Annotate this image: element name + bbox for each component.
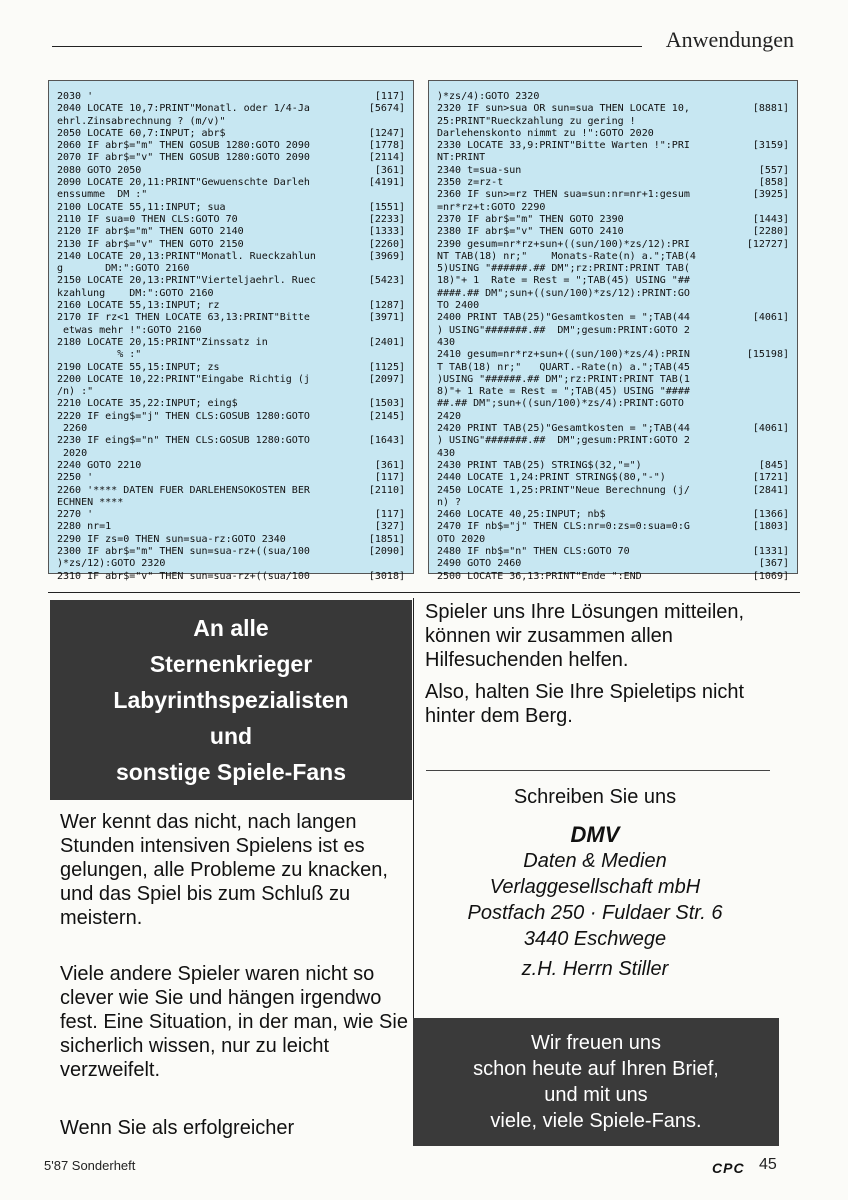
ad-heading-line: Sternenkrieger [149,651,313,677]
code-line [437,165,789,177]
code-text: 2280 nr=1 [57,521,112,533]
section-title: Anwendungen [665,27,794,52]
code-text: 2230 IF eing$="n" THEN CLS:GOSUB 1280:GOTO [57,435,310,447]
code-checksum [785,448,789,460]
code-line [437,202,789,214]
code-text: 2360 IF sun>=rz THEN sua=sun:nr=nr+1:gesum [437,189,690,201]
code-checksum: [3971] [368,312,405,324]
code-text: 2320 IF sun>sua OR sun=sua THEN LOCATE 10, [437,103,690,115]
code-text: 2490 GOTO 2460 [437,558,522,570]
code-checksum: [8881] [752,103,789,115]
code-line [437,91,789,103]
code-line [57,534,405,546]
code-checksum [785,251,789,263]
code-text: 2140 LOCATE 20,13:PRINT"Monatl. Rueckzahlun [57,250,316,262]
code-line [437,398,789,410]
code-checksum [401,349,405,361]
code-checksum: [5674] [368,103,405,115]
code-text: 2120 IF abr$="m" THEN GOTO 2140 [57,226,244,238]
code-text: 2310 IF abr$="v" THEN sun=sua-rz+((sua/100 [57,570,310,582]
right-paragraph: Also, halten Sie Ihre Spieletips nicht hinter dem Berg. [425,681,745,727]
code-listing-right [428,80,798,582]
code-checksum: [845] [758,459,789,471]
contact-lead: Schreiben Sie uns [513,786,677,808]
code-checksum [785,398,789,410]
code-checksum: [2145] [368,410,405,422]
code-line [57,362,405,374]
ad-heading-line: An alle [193,615,269,641]
code-checksum: [557] [758,164,789,176]
code-checksum: [3925] [752,189,789,201]
code-line [437,251,789,263]
magazine-logo: CPC [712,1160,745,1176]
code-checksum: [1333] [368,226,405,238]
code-line [437,374,789,386]
header-rule [52,46,642,47]
code-text: 2260 [57,423,88,435]
code-line [57,374,405,386]
code-text: ehrl.Zinsabrechnung ? (m/v)" [57,115,226,127]
code-text: 2040 LOCATE 10,7:PRINT"Monatl. oder 1/4-Ja [57,103,310,115]
page-number: 45 [759,1156,777,1173]
code-text: etwas mehr !":GOTO 2160 [57,324,202,336]
ad-paragraph: Wer kennt das nicht, nach langen Stunden intensiven Spielens ist es gelungen, alle Probleme zu knacken, und das Spiel bis zum Schluß zu meistern. [60,811,388,929]
code-text: ECHNEN **** [57,496,124,508]
code-text: enssumme DM :" [57,189,148,201]
code-line [437,448,789,460]
code-checksum [785,128,789,140]
code-checksum: [4191] [368,177,405,189]
issue-label: 5'87 Sonderheft [44,1158,136,1173]
code-checksum: [2260] [368,238,405,250]
code-line [437,325,789,337]
code-checksum: [1287] [368,300,405,312]
code-text: 430 [437,336,456,348]
code-line [437,239,789,251]
code-line [57,472,405,484]
code-checksum: [117] [374,472,405,484]
code-line [57,337,405,349]
code-checksum: [2280] [752,226,789,238]
code-checksum: [3159] [752,140,789,152]
code-text: 2430 PRINT TAB(25) STRING$(32,"=") [437,459,642,471]
code-text: 25:PRINT"Rueckzahlung zu gering ! [437,115,636,127]
code-checksum [401,116,405,128]
code-checksum [785,386,789,398]
code-line [57,214,405,226]
code-checksum [785,411,789,423]
code-line [57,509,405,521]
code-text: 2130 IF abr$="v" THEN GOTO 2150 [57,238,244,250]
code-text: g DM:":GOTO 2160 [57,263,190,275]
code-line [57,571,405,583]
code-text: ##.## DM";sun+((sun/100)*zs/4):PRINT:GOTO [437,398,684,410]
code-checksum: [1778] [368,140,405,152]
code-text: 2340 t=sua-sun [437,164,522,176]
code-checksum: [3018] [368,570,405,582]
code-text: 2030 ' [57,91,94,102]
code-text: 2110 IF sua=0 THEN CLS:GOTO 70 [57,213,238,225]
code-text: 2350 z=rz-t [437,177,504,189]
code-text: 2390 gesum=nr*rz+sun+((sun/100)*zs/12):PRI [437,238,690,250]
code-text: 2100 LOCATE 55,11:INPUT; sua [57,201,226,213]
code-text: )*zs/12):GOTO 2320 [57,558,166,570]
code-text: 2210 LOCATE 35,22:INPUT; eing$ [57,398,238,410]
code-checksum [401,325,405,337]
code-checksum: [2110] [368,484,405,496]
code-checksum [401,288,405,300]
code-line [57,288,405,300]
ad-paragraph: Viele andere Spieler waren nicht so clever wie Sie und hängen irgendwo fest. Eine Situation, in der man, wie Sie sicherlich wissen, nur zu leicht verzweifelt. [60,963,408,1081]
code-checksum [401,497,405,509]
code-text: 430 [437,447,456,459]
code-line [57,275,405,287]
ad-heading-line: Labyrinthspezialisten [113,687,349,713]
code-text: 2200 LOCATE 10,22:PRINT"Eingabe Richtig (j [57,373,310,385]
code-line [437,116,789,128]
code-line [57,485,405,497]
code-line [57,349,405,361]
code-text: 2260 '**** DATEN FUER DARLEHENSOKOSTEN BER [57,484,310,496]
code-text: 2370 IF abr$="m" THEN GOTO 2390 [437,213,624,225]
code-line [57,165,405,177]
code-text: 2150 LOCATE 20,13:PRINT"Vierteljaehrl. Ruec [57,275,316,287]
code-line [437,128,789,140]
code-text: OTO 2020 [437,533,486,545]
code-text: 2400 PRINT TAB(25)"Gesamtkosten = ";TAB(44 [437,312,690,324]
code-line [437,509,789,521]
code-checksum: [1443] [752,213,789,225]
code-checksum [785,435,789,447]
code-checksum: [2114] [368,152,405,164]
address-line: Postfach 250 · Fuldaer Str. 6 [467,902,723,924]
code-checksum: [117] [374,509,405,521]
closing-line: viele, viele Spiele-Fans. [490,1110,702,1132]
code-line [57,128,405,140]
code-checksum [785,362,789,374]
code-checksum: [4061] [752,423,789,435]
code-line [57,312,405,324]
code-checksum: [1331] [752,545,789,557]
code-line [57,177,405,189]
code-line [437,349,789,361]
code-checksum [785,374,789,386]
code-text: TO 2400 [437,300,480,312]
code-line [57,558,405,570]
code-line [57,546,405,558]
code-line [57,251,405,263]
code-text: 8)"+ 1 Rate = Rest = ";TAB(45) USING "#### [437,386,690,398]
code-text: n) ? [437,496,462,508]
closing-line: Wir freuen uns [530,1032,662,1054]
code-text: T TAB(18) nr;" QUART.-Rate(n) a.";TAB(45 [437,361,690,373]
ad-paragraph: Wenn Sie als erfolgreicher [60,1117,295,1139]
code-line [437,558,789,570]
code-line [57,325,405,337]
code-checksum: [1851] [368,533,405,545]
code-line [57,226,405,238]
code-line [57,460,405,472]
code-checksum: [361] [374,459,405,471]
code-checksum: [1247] [368,127,405,139]
code-text: ####.## DM";sun+((sun/100)*zs/12):PRINT:GO [437,287,690,299]
closing-line: schon heute auf Ihren Brief, [473,1058,719,1080]
code-line [57,91,405,103]
code-line [57,263,405,275]
code-checksum: [2090] [368,545,405,557]
code-checksum: [1503] [368,398,405,410]
code-checksum: [12727] [746,238,789,250]
code-text: NT:PRINT [437,152,486,164]
code-line [57,103,405,115]
code-line [437,546,789,558]
code-line [57,202,405,214]
code-checksum [785,152,789,164]
code-checksum [401,189,405,201]
code-listing-left [48,80,414,582]
code-text: 2410 gesum=nr*rz+sun+((sun/100)*zs/4):PRIN [437,349,690,361]
code-checksum [785,275,789,287]
address-line: z.H. Herrn Stiller [521,958,669,980]
code-line [437,472,789,484]
code-text: 2160 LOCATE 55,13:INPUT; rz [57,300,220,312]
code-line [437,140,789,152]
code-checksum: [5423] [368,275,405,287]
code-line [57,521,405,533]
code-text: 2220 IF eing$="j" THEN CLS:GOSUB 1280:GOTO [57,410,310,422]
code-text: 2250 ' [57,472,94,484]
address-line: Daten & Medien [523,850,667,872]
code-checksum: [1125] [368,361,405,373]
code-checksum [785,91,789,103]
code-line [437,386,789,398]
code-line [57,435,405,447]
code-text: % :" [57,349,142,361]
code-text: 2470 IF nb$="j" THEN CLS:nr=0:zs=0:sua=0:G [437,521,690,533]
code-checksum: [3969] [368,250,405,262]
code-text: =nr*rz+t:GOTO 2290 [437,201,546,213]
contact-divider [426,770,770,771]
code-text: 18)"+ 1 Rate = Rest = ";TAB(45) USING "## [437,275,690,287]
code-checksum: [361] [374,164,405,176]
code-text: 2420 PRINT TAB(25)"Gesamtkosten = ";TAB(44 [437,423,690,435]
code-text: NT TAB(18) nr;" Monats-Rate(n) a.";TAB(4 [437,250,696,262]
code-text: 2090 LOCATE 20,11:PRINT"Gewuenschte Darleh [57,177,310,189]
code-line [437,300,789,312]
code-line [57,448,405,460]
code-line [57,411,405,423]
code-line [57,300,405,312]
code-text: 2440 LOCATE 1,24:PRINT STRING$(80,"-") [437,472,666,484]
code-text: Darlehenskonto nimmt zu !":GOTO 2020 [437,127,654,139]
code-line [437,497,789,509]
code-line [57,398,405,410]
code-checksum: [1069] [752,570,789,582]
code-text: )USING "######.## DM";rz:PRINT:PRINT TAB(1 [437,373,690,385]
code-checksum: [1803] [752,521,789,533]
code-text: 2330 LOCATE 33,9:PRINT"Bitte Warten !":PRI [437,140,690,152]
code-line [437,275,789,287]
code-checksum [785,337,789,349]
code-checksum: [2401] [368,336,405,348]
code-line [437,189,789,201]
code-text: 2170 IF rz<1 THEN LOCATE 63,13:PRINT"Bitte [57,312,310,324]
code-line [437,411,789,423]
code-text: ) USING"#######.## DM";gesum:PRINT:GOTO 2 [437,324,690,336]
code-checksum [785,116,789,128]
code-checksum: [1643] [368,435,405,447]
code-checksum: [15198] [746,349,789,361]
code-text: 2460 LOCATE 40,25:INPUT; nb$ [437,509,606,521]
code-checksum: [2233] [368,213,405,225]
code-checksum [401,386,405,398]
ad-heading-line: und [209,723,253,749]
code-line [57,423,405,435]
code-line [437,460,789,472]
code-checksum [785,325,789,337]
code-text: 2080 GOTO 2050 [57,164,142,176]
code-text: 2450 LOCATE 1,25:PRINT"Neue Berechnung (j/ [437,484,690,496]
code-checksum: [1551] [368,201,405,213]
code-text: 2060 IF abr$="m" THEN GOSUB 1280:GOTO 2090 [57,140,310,152]
code-checksum: [1721] [752,472,789,484]
code-line [437,263,789,275]
code-line [437,288,789,300]
code-checksum [785,288,789,300]
code-text: 2050 LOCATE 60,7:INPUT; abr$ [57,127,226,139]
code-text: 2290 IF zs=0 THEN sun=sua-rz:GOTO 2340 [57,533,286,545]
code-text: 2190 LOCATE 55,15:INPUT; zs [57,361,220,373]
code-line [437,312,789,324]
code-text: )*zs/4):GOTO 2320 [437,91,540,102]
code-line [437,534,789,546]
code-line [57,116,405,128]
right-paragraph: Spieler uns Ihre Lösungen mitteilen, können wir zusammen allen Hilfesuchenden helfen. [425,601,745,671]
code-text: 2380 IF abr$="v" THEN GOTO 2410 [437,226,624,238]
code-text: 2420 [437,410,462,422]
code-line [437,521,789,533]
code-checksum: [327] [374,521,405,533]
code-text: 2500 LOCATE 36,13:PRINT"Ende ":END [437,570,642,582]
code-line [437,103,789,115]
ad-heading-line: sonstige Spiele-Fans [115,759,347,785]
code-line [57,189,405,201]
code-checksum: [2097] [368,373,405,385]
code-text: 2300 IF abr$="m" THEN sun=sua-rz+((sua/100 [57,545,310,557]
code-line [57,239,405,251]
code-text: kzahlung DM:":GOTO 2160 [57,287,214,299]
code-checksum [785,534,789,546]
code-checksum: [367] [758,558,789,570]
code-checksum [785,497,789,509]
code-checksum [785,202,789,214]
code-checksum [401,448,405,460]
code-line [437,152,789,164]
section-divider [48,592,800,593]
code-line [437,571,789,583]
code-checksum: [2841] [752,484,789,496]
code-text: 2180 LOCATE 20,15:PRINT"Zinssatz in [57,336,268,348]
code-line [437,423,789,435]
code-line [437,214,789,226]
code-line [57,497,405,509]
code-checksum [401,558,405,570]
address-line: Verlaggesellschaft mbH [489,876,701,898]
code-line [437,485,789,497]
code-line [437,177,789,189]
code-checksum: [1366] [752,509,789,521]
ad-heading-box [50,600,412,800]
code-line [437,337,789,349]
code-text: 2270 ' [57,509,94,521]
closing-line: und mit uns [544,1084,648,1106]
code-text: 5)USING "######.## DM";rz:PRINT:PRINT TAB( [437,263,690,275]
code-line [437,362,789,374]
code-line [437,435,789,447]
code-checksum [785,300,789,312]
code-line [437,226,789,238]
code-checksum: [117] [374,91,405,102]
company-logo: DMV [570,822,620,847]
code-line [57,152,405,164]
code-checksum [401,423,405,435]
code-checksum [785,263,789,275]
code-line [57,140,405,152]
code-text: 2480 IF nb$="n" THEN CLS:GOTO 70 [437,545,630,557]
code-line [57,386,405,398]
code-text: 2070 IF abr$="v" THEN GOSUB 1280:GOTO 2090 [57,152,310,164]
code-text: ) USING"#######.## DM";gesum:PRINT:GOTO 2 [437,435,690,447]
code-checksum [401,263,405,275]
code-text: 2020 [57,447,88,459]
closing-box [413,1018,779,1146]
code-text: /n) :" [57,386,94,398]
code-text: 2240 GOTO 2210 [57,459,142,471]
code-checksum: [4061] [752,312,789,324]
code-checksum: [858] [758,177,789,189]
address-line: 3440 Eschwege [523,928,667,950]
